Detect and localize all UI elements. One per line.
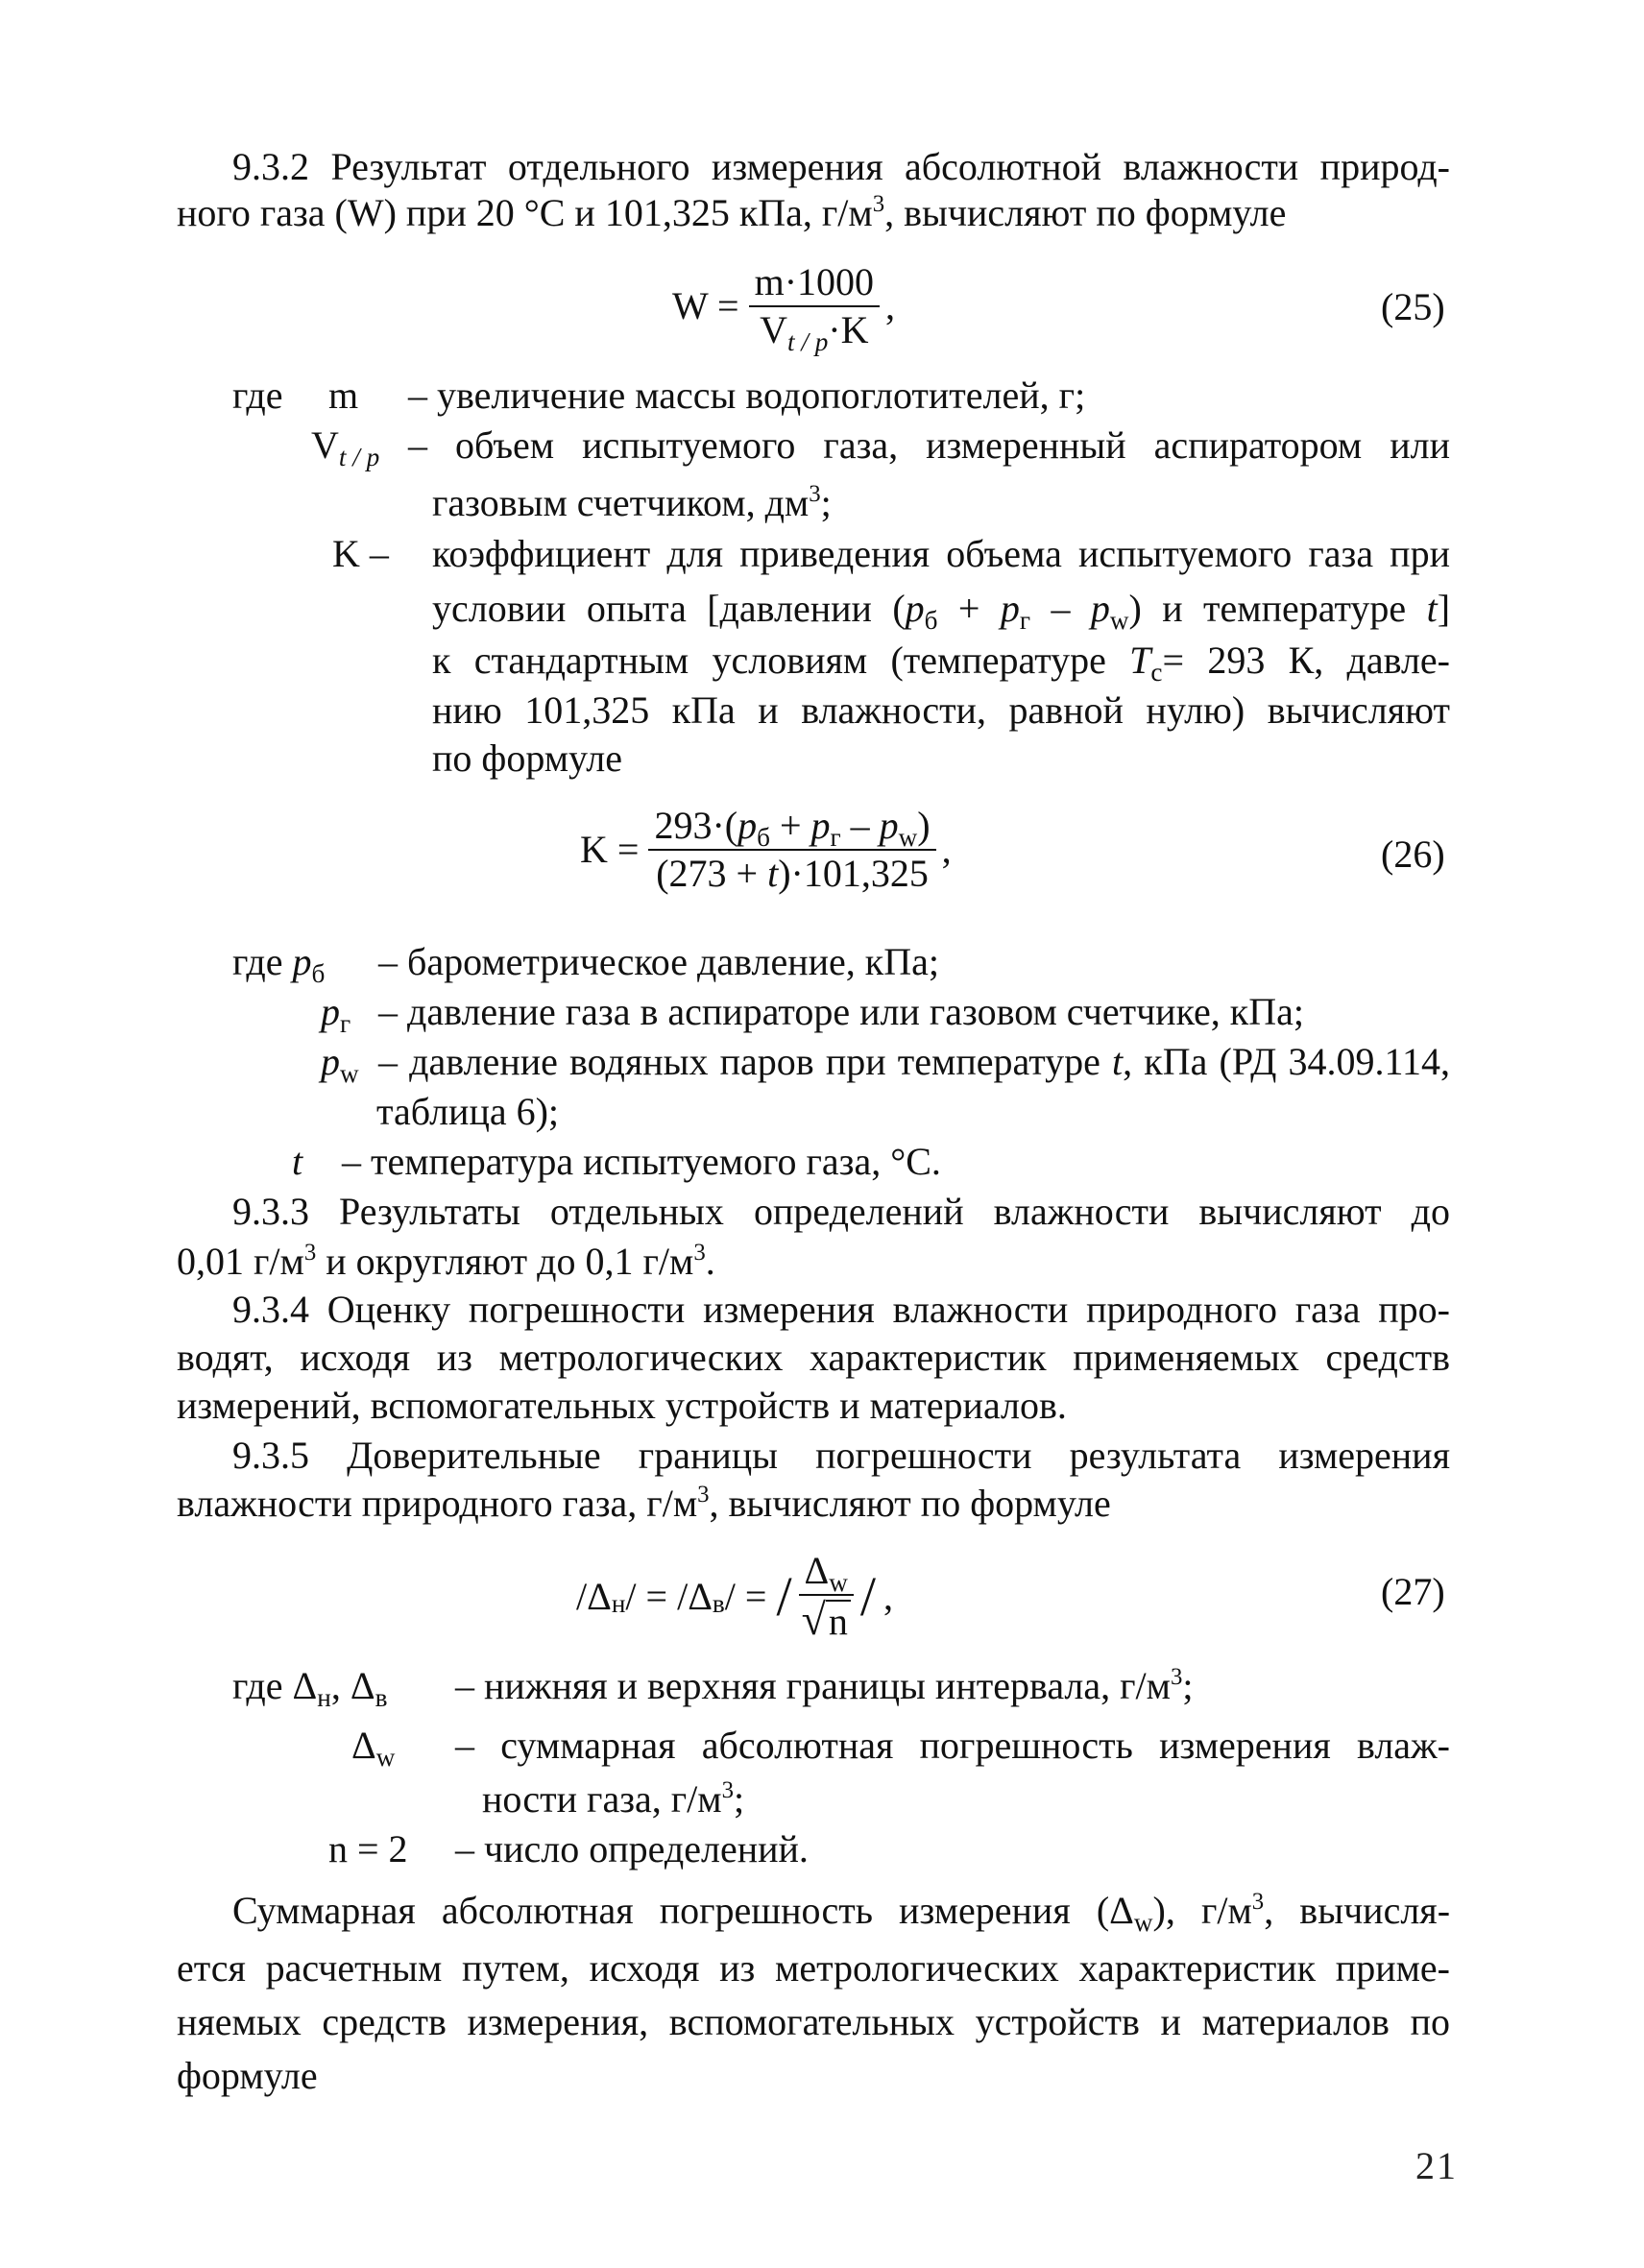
definition-k-line2: условии опыта [давлении (pб + pг – pw) и температуре t] [432,587,1451,635]
definition-k-line5: по формуле [432,736,622,780]
definition-m: – увеличение массы водопоглотителей, г; [408,374,1086,417]
para-932-line2: ного газа (W) при 20 °С и 101,325 кПа, $г/м^3$, вычисляют по формуле [177,190,1287,234]
para-final-line2: ется расчетным путем, исходя из метрологических характеристик приме- [177,1946,1450,1990]
definition-t: – температура испытуемого газа, °С. [342,1140,941,1183]
symbol-v: Vt / p [311,423,380,471]
equation-number-27: (27) [1381,1570,1445,1613]
definition-delta-w-line2: ности газа, $г/м^3$; [482,1776,745,1821]
definition-k-line1: коэффициент для приведения объема испытуемого газа при [432,532,1450,575]
definition-delta-bounds: – нижняя и верхняя границы интервала, $г/м^3$; [455,1663,1194,1707]
definition-k-line3: к стандартным условиям (температуре Tс= 293 К, давле- [432,639,1451,687]
symbol-n: n = 2 [328,1827,408,1870]
para-final-line4: формуле [177,2054,318,2097]
where-label-1: где [232,374,283,417]
para-final-line3: няемых средств измерения, вспомогательных устройств и материалов по [177,2000,1450,2043]
symbol-t: t [292,1140,303,1183]
para-933-line2: 0,01 $г/м^3$ и округляют до 0,1 $г/м^3$. [177,1239,715,1283]
definition-v-line1: – объем испытуемого газа, измеренный аспиратором или [408,423,1450,467]
para-934-line1: 9.3.4 Оценку погрешности измерения влажности природного газа про- [232,1288,1450,1331]
para-final-line1: Суммарная абсолютная погрешность измерения (Δw), $г/м^3$, вычисля- [232,1888,1451,1937]
formula-26: K = $\frac{293\cdot(pб + pг - pw)}{(273 + t)\cdot 101,325}$ , [580,804,952,895]
equation-number-26: (26) [1381,832,1445,876]
definition-p-w-line1: – давление водяных паров при температуре t, кПа (РД 34.09.114, [378,1040,1451,1083]
definition-p-w-line2: таблица 6); [376,1090,560,1133]
definition-k-line4: нию 101,325 кПа и влажности, равной нулю) вычисляют [432,688,1450,732]
equation-number-25: (25) [1381,285,1445,328]
definition-v-line2: газовым счетчиком, $дм^3$; [432,480,832,524]
symbol-k: K – [332,532,389,575]
definition-n: – число определений. [455,1827,809,1870]
para-935-line2: влажности природного газа, $г/м^3$, вычисляют по формуле [177,1481,1111,1525]
page-number: 21 [1415,2144,1458,2187]
formula-25: W = $\frac{m\cdot 1000}{Vt / p\cdot K}$ , [672,260,896,356]
definition-delta-w-line1: – суммарная абсолютная погрешность измерения влаж- [455,1724,1450,1767]
symbol-delta-w: Δw [351,1724,396,1772]
formula-27: /Δ н / = /Δ в / = / Δw √ n / , [576,1549,893,1644]
para-935-line1: 9.3.5 Доверительные границы погрешности результата измерения [232,1434,1450,1477]
symbol-p-w: pw [321,1040,359,1088]
definition-p-baro: – барометрическое давление, кПа; [378,940,939,983]
symbol-p-g: pг [321,990,351,1038]
symbol-m: m [328,374,359,417]
para-934-line2: водят, исходя из метрологических характеристик применяемых средств [177,1336,1450,1379]
where-label-2: где pб [232,940,326,988]
para-933-line1: 9.3.3 Результаты отдельных определений влажности вычисляют до [232,1190,1450,1233]
para-934-line3: измерений, вспомогательных устройств и материалов. [177,1384,1067,1427]
where-label-3: где Δн, Δв [232,1664,388,1712]
para-932-line1: 9.3.2 Результат отдельного измерения абсолютной влажности природ- [232,145,1450,188]
definition-p-g: – давление газа в аспираторе или газовом счетчике, кПа; [378,990,1304,1033]
